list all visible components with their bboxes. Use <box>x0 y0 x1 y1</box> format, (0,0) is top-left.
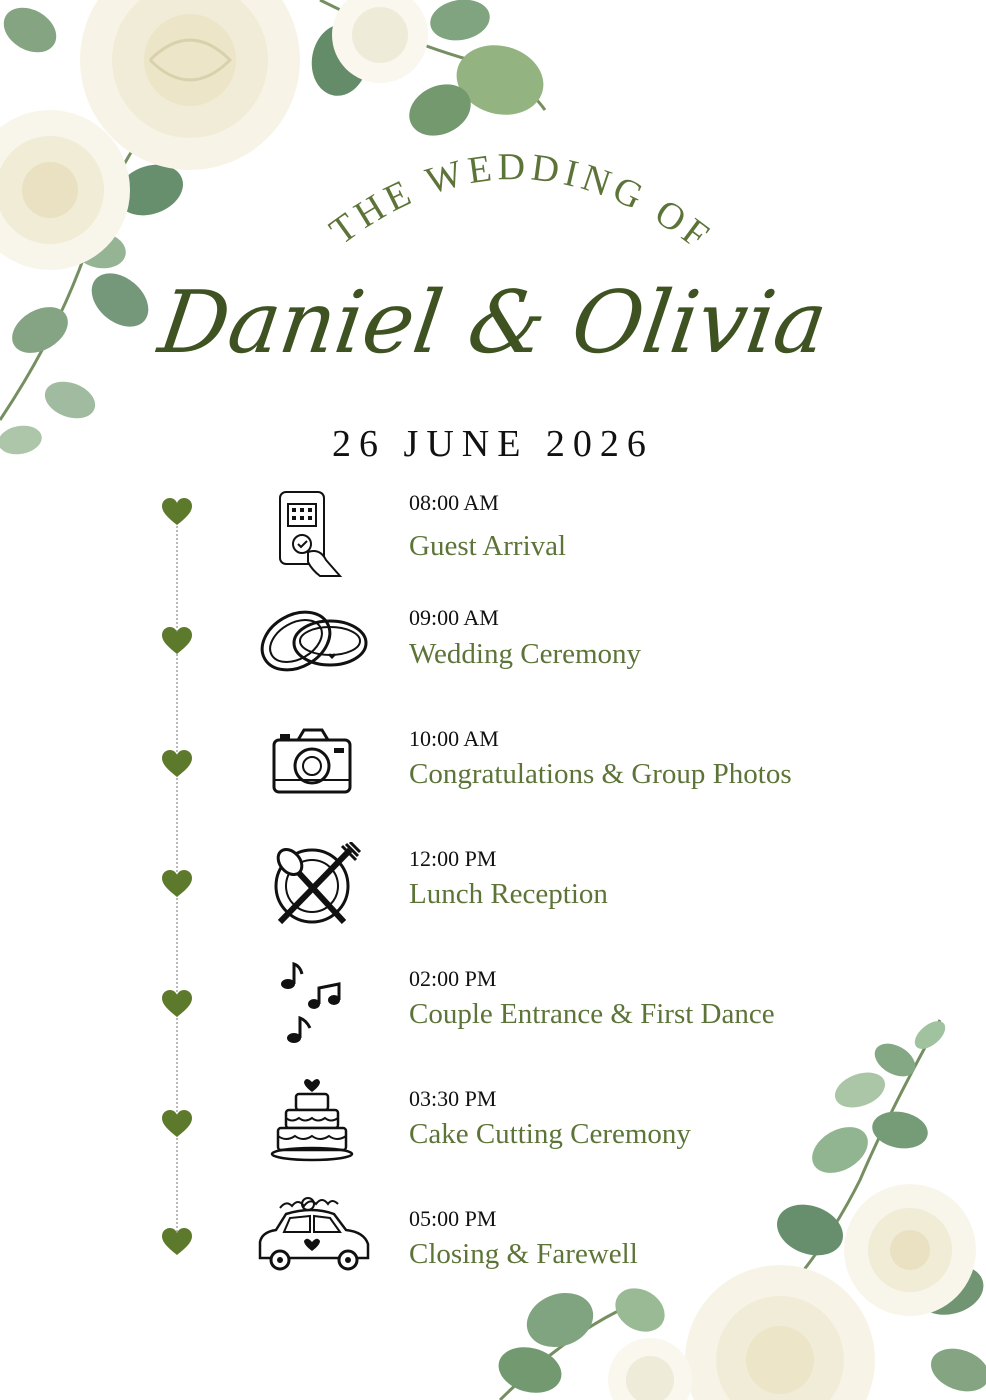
wedding-date: 26 JUNE 2026 <box>332 423 654 465</box>
heart-icon <box>161 627 193 655</box>
heart-icon <box>161 498 193 526</box>
heart-icon <box>161 750 193 778</box>
event-title: Lunch Reception <box>409 878 608 910</box>
schedule-item <box>0 1086 986 1196</box>
wedding-cake-icon <box>250 1078 374 1170</box>
schedule-item <box>0 966 986 1076</box>
heart-icon <box>161 870 193 898</box>
event-title: Wedding Ceremony <box>409 638 642 670</box>
event-title: Cake Cutting Ceremony <box>409 1118 691 1150</box>
heart-icon <box>161 1110 193 1138</box>
event-title: Guest Arrival <box>409 530 567 562</box>
event-title: Couple Entrance & First Dance <box>409 998 775 1030</box>
event-time: 03:30 PM <box>409 1086 497 1111</box>
event-title: Congratulations & Group Photos <box>409 758 792 790</box>
camera-icon <box>250 726 374 818</box>
wedding-car-icon <box>250 1192 374 1284</box>
event-time: 08:00 AM <box>409 490 499 515</box>
arc-title: THE WEDDING OF <box>322 146 721 260</box>
event-time: 05:00 PM <box>409 1206 497 1231</box>
arc-title-text <box>322 146 720 260</box>
music-notes-icon <box>250 958 374 1050</box>
event-time: 12:00 PM <box>409 846 497 871</box>
schedule-item <box>0 726 986 836</box>
wedding-rings-icon <box>250 605 374 697</box>
event-time: 10:00 AM <box>409 726 499 751</box>
schedule-item <box>0 846 986 956</box>
event-time: 02:00 PM <box>409 966 497 991</box>
phone-checkin-icon <box>250 490 374 582</box>
heart-icon <box>161 1228 193 1256</box>
event-time: 09:00 AM <box>409 605 499 630</box>
schedule-item <box>0 605 986 715</box>
couple-names: Daniel & Olivia <box>153 273 833 373</box>
schedule-item <box>0 490 986 600</box>
event-title: Closing & Farewell <box>409 1238 638 1270</box>
schedule-item <box>0 1206 986 1316</box>
heart-icon <box>161 990 193 1018</box>
plate-cutlery-icon <box>250 842 374 934</box>
